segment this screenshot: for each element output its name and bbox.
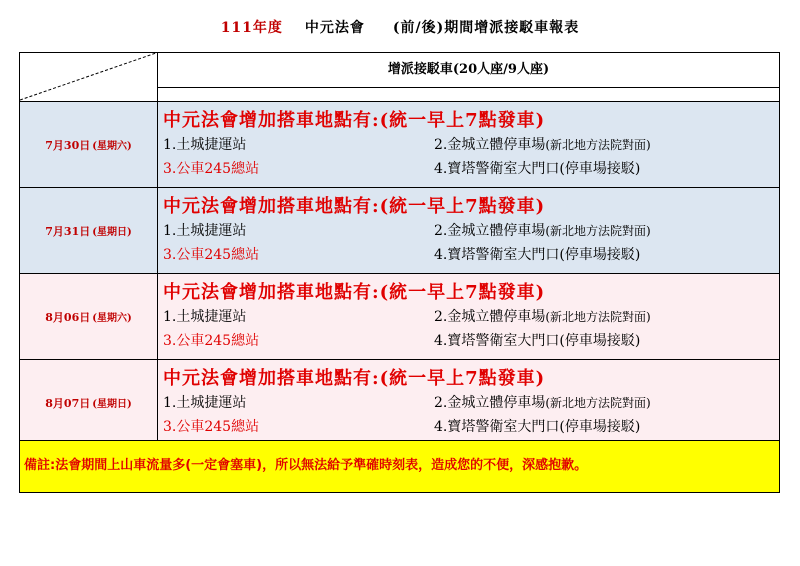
location-4: 4.寶塔警衛室大門口(停車場接駁) <box>434 333 641 349</box>
location-2 <box>434 306 651 326</box>
document-title <box>0 17 800 37</box>
date-cell <box>20 360 158 445</box>
weekday-label: (星期日) <box>92 227 132 238</box>
shuttle-table <box>19 52 780 446</box>
title-period: (前/後)期間增派接駁車報表 <box>392 20 580 36</box>
weekday-label: (星期六) <box>92 313 132 324</box>
date-cell <box>20 102 158 187</box>
row-heading: 中元法會增加搭車地點有:(統一早上7點發車) <box>163 282 546 303</box>
location-1: 1.土城捷運站 <box>163 395 247 411</box>
location-3: 3.公車245總站 <box>163 247 260 263</box>
remark-text: 備註:法會期間上山車流量多(一定會塞車)，所以無法給予準確時刻表，造成您的不便，深感抱歉。 <box>24 458 588 473</box>
location-2-main: 2.金城立體停車場 <box>434 223 546 239</box>
title-event: 中元法會 <box>304 20 365 36</box>
location-2-main: 2.金城立體停車場 <box>434 395 546 411</box>
date-cell <box>20 274 158 359</box>
location-4: 4.寶塔警衛室大門口(停車場接駁) <box>434 161 641 177</box>
location-3: 3.公車245總站 <box>163 419 260 435</box>
location-2-note: (新北地方法院對面) <box>545 138 651 152</box>
location-2 <box>434 134 651 154</box>
location-2 <box>434 392 651 412</box>
weekday-label: (星期日) <box>92 399 132 410</box>
row-heading: 中元法會增加搭車地點有:(統一早上7點發車) <box>163 110 546 131</box>
location-4: 4.寶塔警衛室大門口(停車場接駁) <box>434 247 641 263</box>
header-right-cell <box>158 53 779 101</box>
location-1: 1.土城捷運站 <box>163 309 247 325</box>
date-label: 8月07日 <box>45 396 91 410</box>
location-3: 3.公車245總站 <box>163 161 260 177</box>
header-subrow <box>158 88 779 101</box>
date-label: 8月06日 <box>45 310 91 324</box>
date-cell <box>20 188 158 273</box>
table-header-row <box>20 53 779 102</box>
location-1: 1.土城捷運站 <box>163 137 247 153</box>
table-row <box>20 360 779 445</box>
diagonal-line <box>20 53 157 101</box>
locations-cell <box>158 274 779 359</box>
table-row <box>20 102 779 188</box>
location-3: 3.公車245總站 <box>163 333 260 349</box>
date-label: 7月30日 <box>45 138 91 152</box>
date-label: 7月31日 <box>45 224 91 238</box>
location-2-note: (新北地方法院對面) <box>545 310 651 324</box>
header-title: 增派接駁車(20人座/9人座) <box>158 53 779 88</box>
location-2-main: 2.金城立體停車場 <box>434 137 546 153</box>
location-2-note: (新北地方法院對面) <box>545 224 651 238</box>
location-2-note: (新北地方法院對面) <box>545 396 651 410</box>
header-corner-cell <box>20 53 158 101</box>
locations-cell <box>158 188 779 273</box>
location-1: 1.土城捷運站 <box>163 223 247 239</box>
title-year: 111年度 <box>220 20 283 36</box>
location-2-main: 2.金城立體停車場 <box>434 309 546 325</box>
table-row <box>20 274 779 360</box>
weekday-label: (星期六) <box>92 141 132 152</box>
table-row <box>20 188 779 274</box>
location-2 <box>434 220 651 240</box>
locations-cell <box>158 102 779 187</box>
row-heading: 中元法會增加搭車地點有:(統一早上7點發車) <box>163 196 546 217</box>
remark-box <box>19 440 780 493</box>
location-4: 4.寶塔警衛室大門口(停車場接駁) <box>434 419 641 435</box>
row-heading: 中元法會增加搭車地點有:(統一早上7點發車) <box>163 368 546 389</box>
locations-cell <box>158 360 779 445</box>
